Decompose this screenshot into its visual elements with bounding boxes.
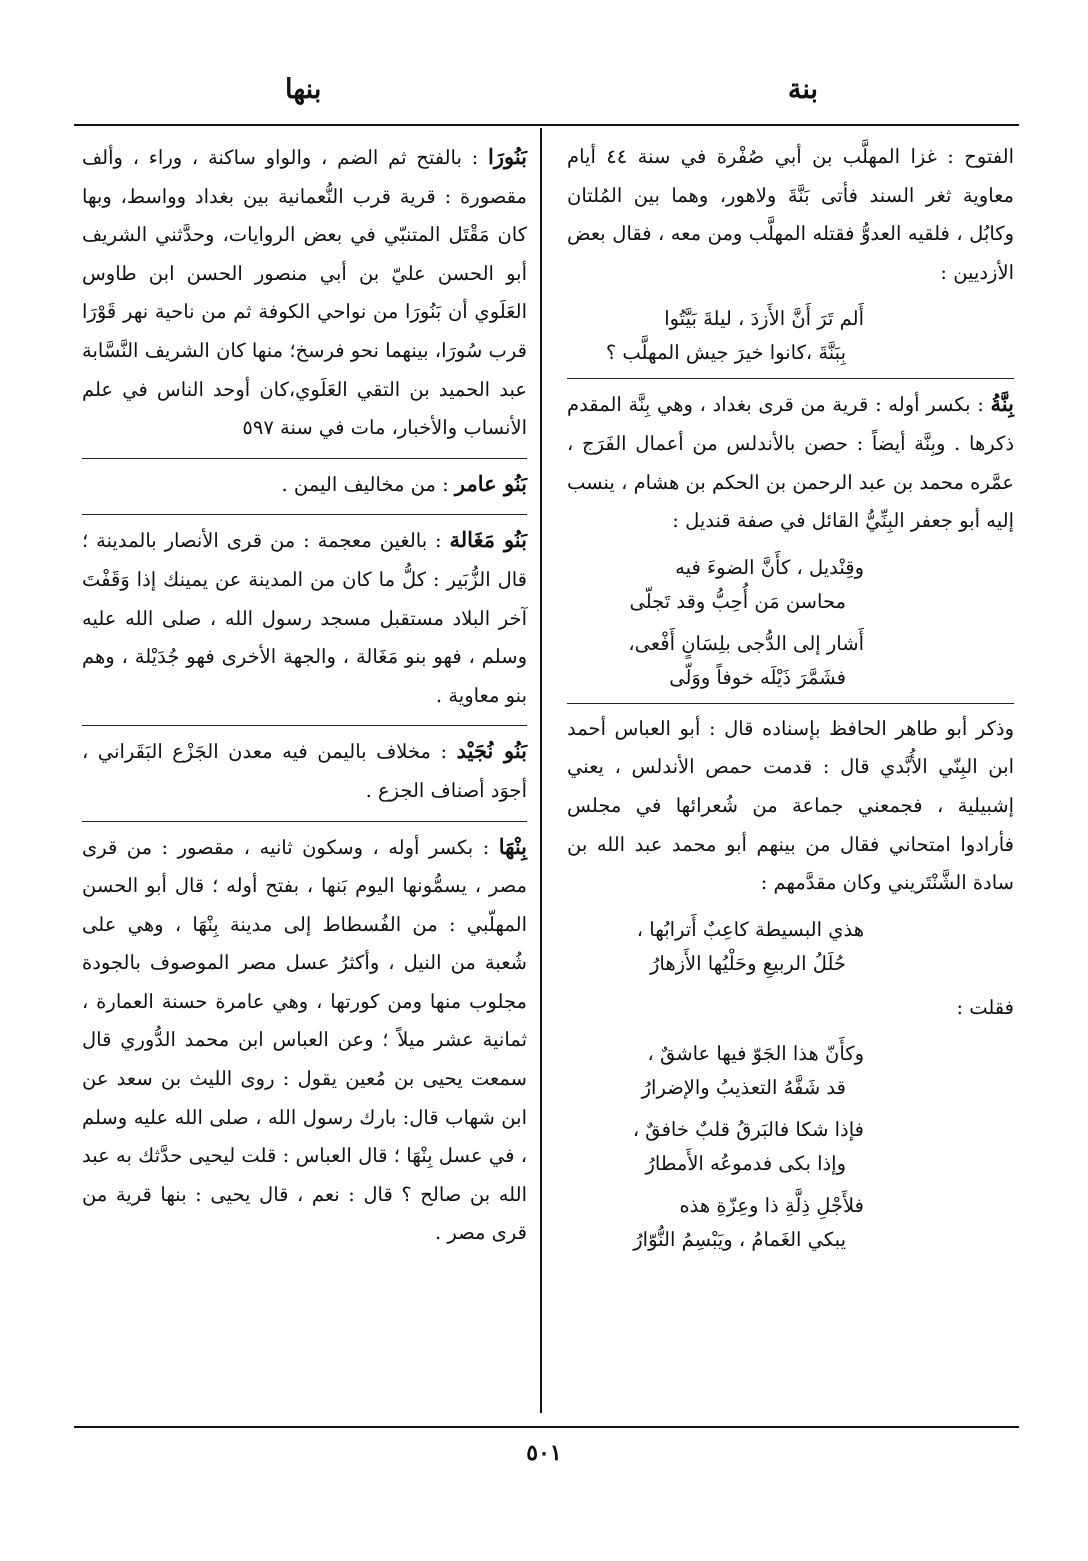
entry-text: : بالفتح ثم الضم ، والواو ساكنة ، وراء ، وألف مقصورة : قرية قرب النُّعمانية بين بغداد وواسط، وبها كان مَقْتَل المتنبّي في بعض الروايات، وحدَّثني الشريف أبو الحسن عليّ بن أبي منصور الحسن ابن طاوس العَلَوي أن بَنُورَا من نواحي الكوفة ثم من ناحية نهر قَوْرَا قرب سُورَا، بينهما نحو فرسخ؛ منها كان الشريف النَّسَّابة عبد الحميد بن التقي العَلَوي،كان أوحد الناس في علم الأنساب والأخبار، مات في سنة ٥٩٧: [82, 146, 527, 440]
verse-1: [567, 302, 1014, 370]
verse-2: [567, 551, 1014, 619]
entry-banu-amir: [82, 465, 527, 505]
entry-banu-maghala: [82, 521, 527, 715]
verse-hemistich: وإذا بكى فدموعُه الأَمطارُ: [645, 1152, 846, 1176]
paragraph-text: فقلت :: [956, 995, 1014, 1019]
verse-hemistich: أَلم تَرَ أَنَّ الأَزدَ ، ليلةَ بَيَّتُوا: [664, 307, 864, 331]
verse-hemistich: يبكي الغَمامُ ، ويَبْسِمُ النُّوّارُ: [633, 1228, 846, 1252]
footer-rule: [74, 1426, 1019, 1428]
verse-hemistich: فلأَجْلِ ذِلَّةِ ذا وعِزّةِ هذه: [679, 1194, 864, 1218]
left-column: [82, 138, 527, 1263]
entry-text: : بكسر أوله : قرية من قرى بغداد ، وهي بِنَّة المقدم ذكرها . وبِنَّة أيضاً : حصن بالأندلس من أعمال الفَرَج ، عمَّره محمد بن عبد الرحمن بن الحكم بن هشام ، ينسب إليه أبو جعفر البِنِّيُّ القائل في صفة قنديل :: [567, 393, 1014, 533]
entry-headword: بَنُو نُجَيْد: [456, 738, 527, 764]
verse-5: [567, 1037, 1014, 1105]
verse-hemistich: وقِنْديل ، كأَنَّ الضوءَ فيه: [675, 555, 864, 579]
verse-hemistich: بِبَنَّةَ ،كانوا خيرَ جيش المهلَّب ؟: [605, 341, 846, 365]
verse-hemistich: حُلَلُ الربيعِ وحَلْيُها الأَزهارُ: [649, 951, 846, 975]
entry-text: : بالغين معجمة : من قرى الأنصار بالمدينة ؛ قال الزُّبَير : كلُّ ما كان من المدينة عن يمينك إذا وَقَفْتَ آخر البلاد مستقبل مسجد رسول الله ، صلى الله عليه وسلم ، فهو بنو مَغَالة ، والجهة الأخرى فهو جُدَيْلة ، وهم بنو معاوية .: [82, 529, 527, 707]
entry-divider: [82, 725, 527, 726]
entry-divider: [567, 378, 1014, 379]
header-rule: [74, 124, 1019, 126]
entry-divider: [567, 703, 1014, 704]
entry-headword: بَنُورَا: [488, 144, 528, 169]
column-divider: [540, 128, 542, 1413]
entry-headword: بَنُو مَغَالة: [449, 527, 527, 553]
paragraph-faqultu: [567, 989, 1014, 1028]
entry-banura: [82, 138, 527, 448]
entry-divider: [82, 514, 527, 515]
entry-headword: بِنْهَا: [498, 833, 527, 859]
entry-text: : من مخاليف اليمن .: [281, 472, 449, 496]
verse-6: [567, 1113, 1014, 1181]
verse-hemistich: محاسن مَن أُحِبُّ وقد تَجلّى: [629, 589, 846, 613]
entry-headword: بَنُو عامر: [454, 470, 527, 496]
verse-hemistich: قد شَفَّهُ التعذيبُ والإضرارُ: [641, 1076, 846, 1100]
entry-divider: [82, 458, 527, 459]
verse-hemistich: فشَمَّرَ ذَيْلَه خوفاً ووَلّى: [669, 665, 846, 689]
paragraph-text: الفتوح : غزا المهلَّب بن أبي صُفْرة في سنة ٤٤ أيام معاوية ثغر السند فأتى بَنَّةَ ولاهور، وهما بين المُلتان وكابُل ، فلقيه العدوُّ فقتله المهلَّب ومن معه ، فقال بعض الأزديين :: [567, 145, 1015, 284]
running-header-right: بنة: [787, 74, 818, 105]
entry-text: : مخلاف باليمن فيه معدن الجَزْع البَقَراني ، أجوَد أصناف الجزع .: [82, 740, 527, 802]
verse-hemistich: فإذا شكا فالبَرقُ قلبٌ خافقٌ ،: [632, 1118, 864, 1142]
entry-banu-nujayd: [82, 732, 527, 810]
paragraph-abu-tahir: [567, 710, 1014, 903]
entry-divider: [82, 821, 527, 822]
verse-hemistich: هذي البسيطة كاعِبٌ أَترابُها ،: [636, 917, 864, 941]
verse-7: [567, 1189, 1014, 1257]
verse-hemistich: أَشار إلى الدُّجى بلِسَانٍ أَفْعى،: [628, 631, 864, 655]
entry-binna: [567, 385, 1014, 540]
verse-hemistich: وكأَنّ هذا الجَوّ فيها عاشقٌ ،: [647, 1042, 864, 1066]
verse-4: [567, 913, 1014, 981]
paragraph-text: وذكر أبو طاهر الحافظ بإسناده قال : أبو العباس أحمد ابن البِنّي الأُبَّدي قال : قدمت حمص الأندلس ، يعني إشبيلية ، فجمعني جماعة من شُعرائها في مجلس فأرادوا امتحاني فقال من بينهم أبو محمد عبد الله بن سادة الشَّنْتَريني وكان مقدَّمهم :: [567, 716, 1014, 895]
right-column: [567, 138, 1014, 1265]
entry-banna-continued: [567, 138, 1014, 292]
running-header-left: بنها: [285, 74, 322, 105]
entry-binha: [82, 828, 527, 1254]
entry-text: : بكسر أوله ، وسكون ثانيه ، مقصور : من قرى مصر ، يسمُّونها اليوم بَنها ، بفتح أوله ؛ قال أبو الحسن المهلّبي : من الفُسطاط إلى مدينة بِنْهَا ، وهي على شُعبة من النيل ، وأكثرُ عسل مصر الموصوف بالجودة مجلوب منها ومن كورتها ، وهي عامرة حسنة العمارة ، ثمانية عشر ميلاً ؛ وعن العباس ابن محمد الدُّوري قال سمعت يحيى بن مُعين يقول : روى الليث بن سعد عن ابن شهاب قال: بارك رسول الله ، صلى الله عليه وسلم ، في عسل بِنْهَا ؛ قال العباس : قلت ليحيى حدَّثك به عبد الله بن صالح ؟ قال : نعم ، قال يحيى : بنها قرية من قرى مصر .: [82, 835, 527, 1245]
page-number: ٥٠١: [526, 1440, 562, 1466]
verse-3: [567, 627, 1014, 695]
entry-headword: بِنَّةُ: [990, 391, 1014, 417]
